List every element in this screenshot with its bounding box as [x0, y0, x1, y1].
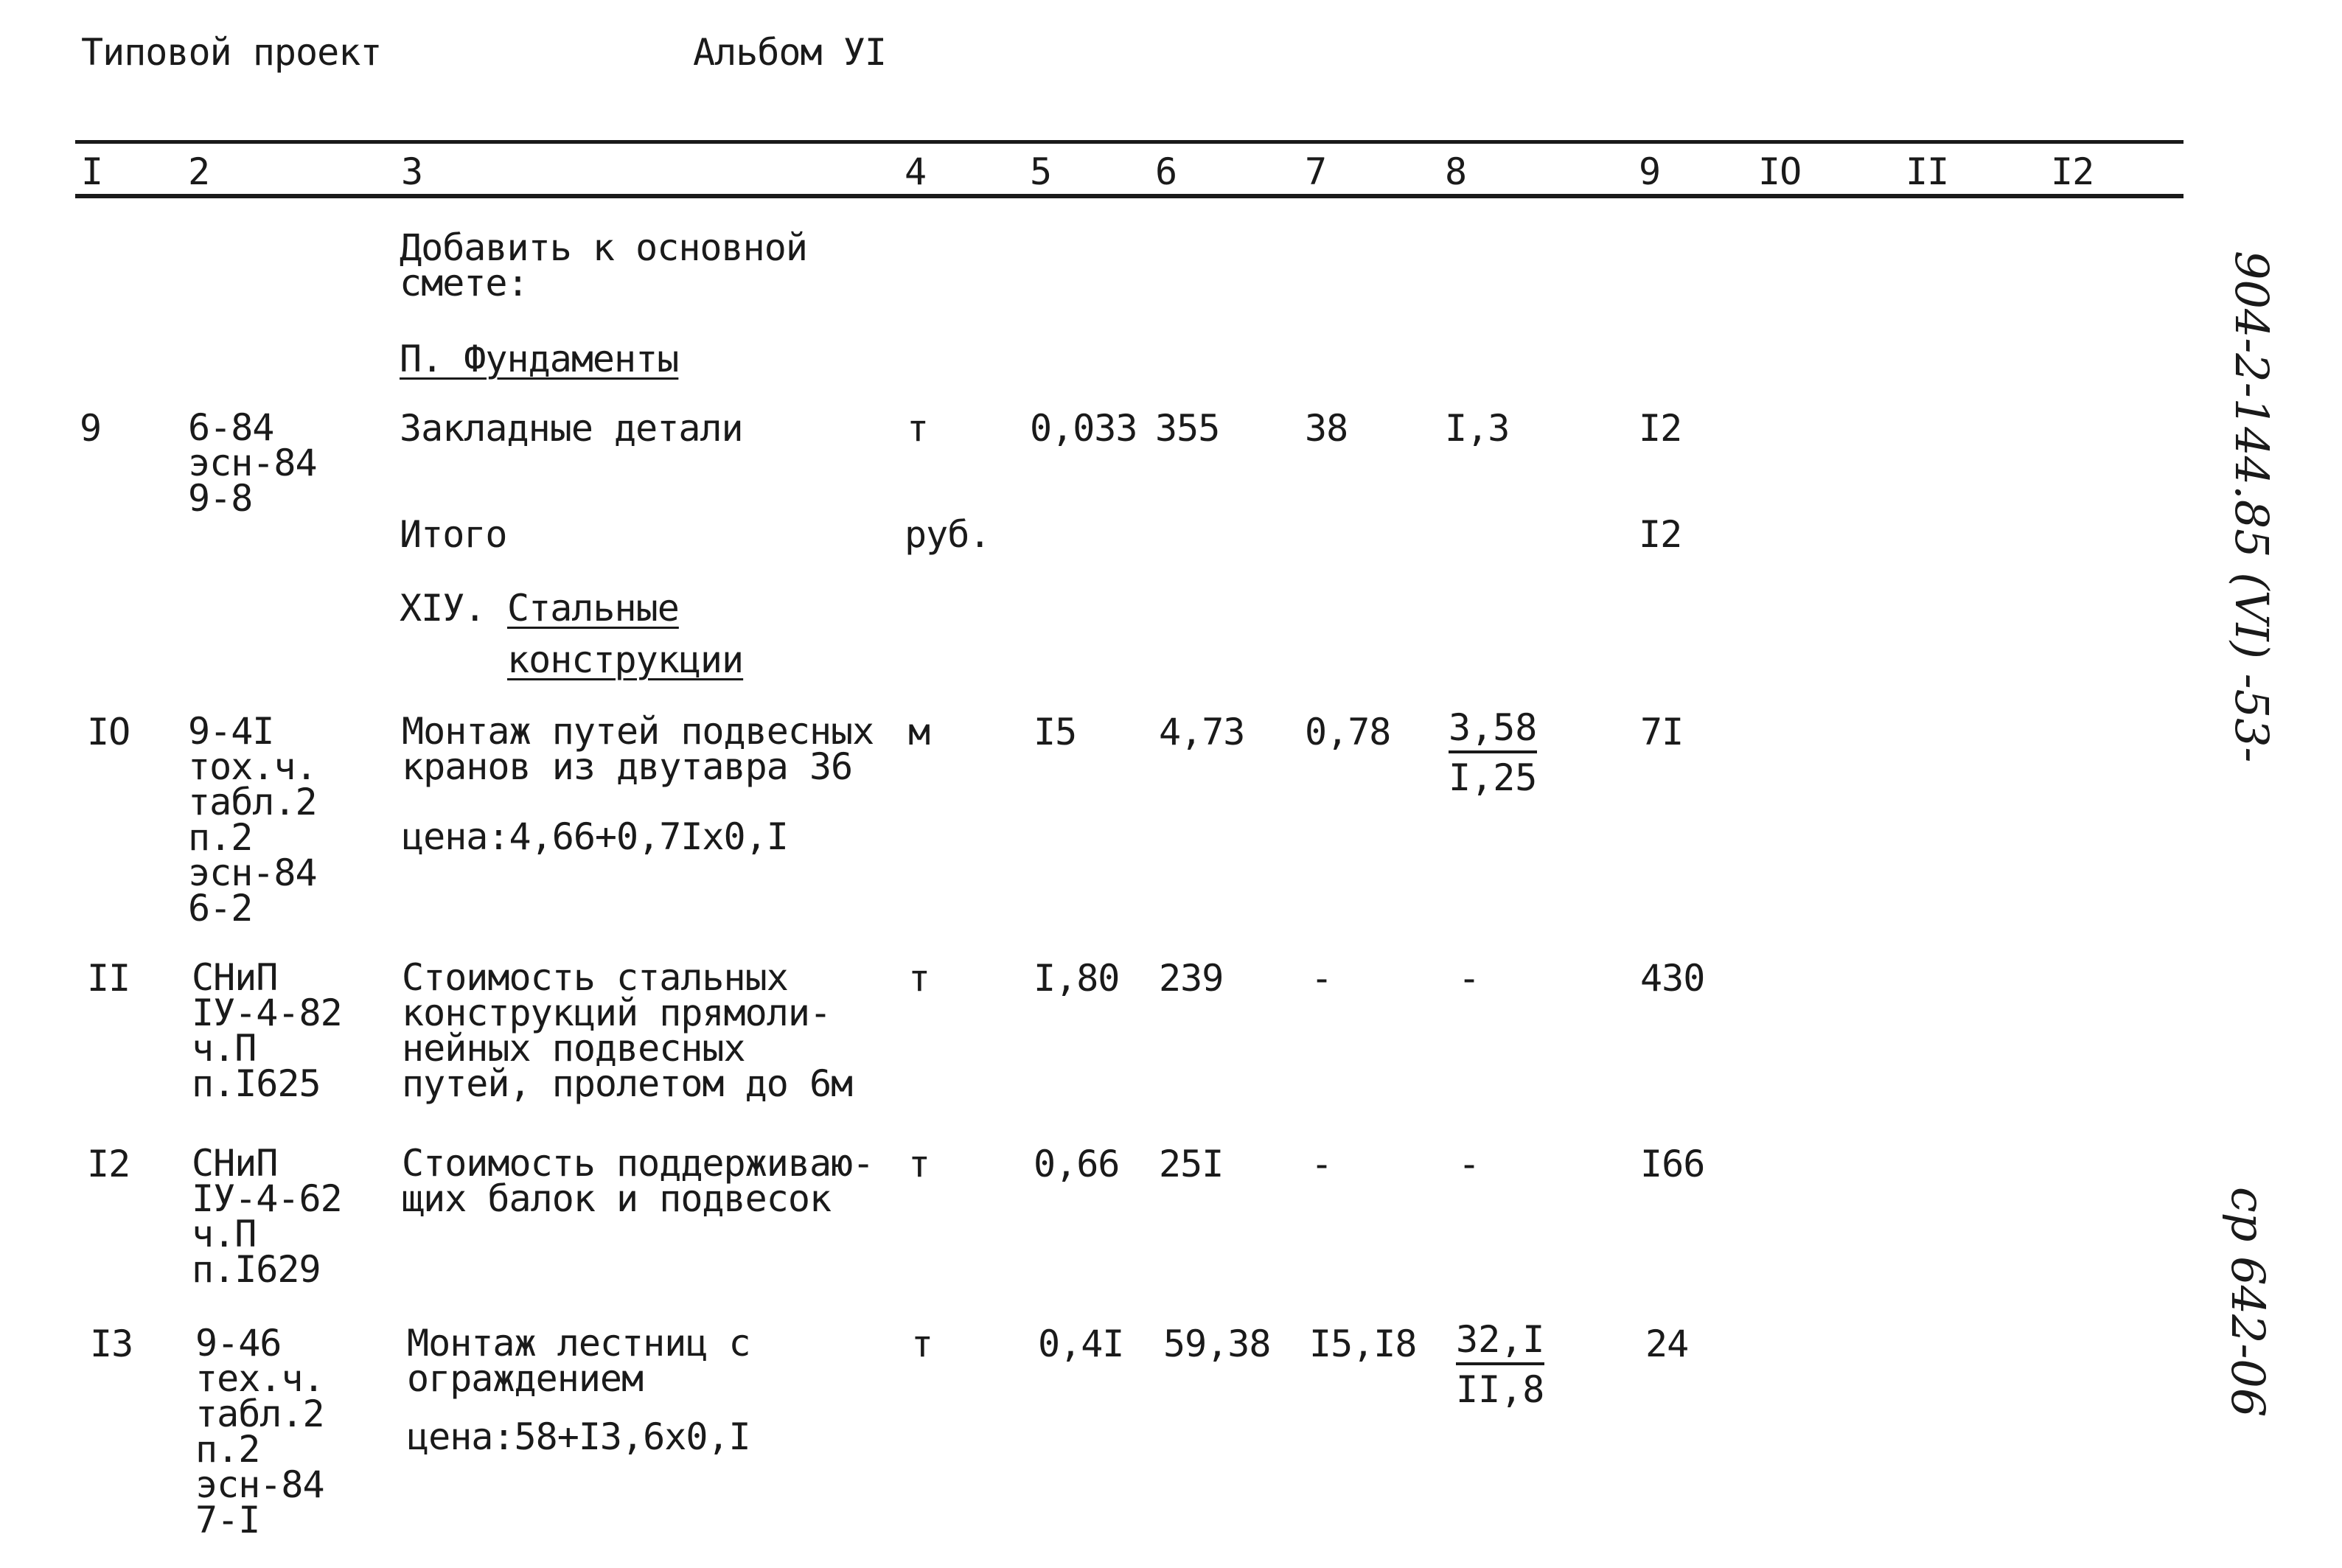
unit-wage: -	[1311, 1143, 1333, 1185]
unit: м	[908, 711, 930, 753]
unit-wage: -	[1311, 957, 1333, 1000]
row-number: 9	[80, 407, 102, 450]
total-wage-fraction	[1449, 706, 1538, 799]
unit-wage: I5,I8	[1309, 1323, 1417, 1365]
unit: т	[908, 1143, 930, 1185]
unit: т	[908, 957, 930, 1000]
section-steel-title-2: конструкции	[507, 638, 744, 681]
table-header-rule	[75, 194, 2184, 198]
total-cost: 24	[1645, 1323, 1689, 1365]
col-2: 2	[188, 150, 210, 193]
unit-price: 59,38	[1163, 1323, 1271, 1365]
total-cost: 7I	[1640, 711, 1684, 753]
total-wage-bottom: II,8	[1456, 1368, 1545, 1411]
total-cost: I66	[1640, 1143, 1705, 1185]
quantity: 0,66	[1034, 1143, 1120, 1185]
subtotal-label: Итого	[400, 513, 507, 556]
margin-note-document-number: 904-2-144.85 (VI) -53-	[2225, 251, 2279, 763]
total-wage: -	[1458, 957, 1480, 1000]
norm-code: СНиП IУ-4-62 ч.П п.I629	[192, 1142, 342, 1291]
intro-text: Добавить к основной смете:	[400, 226, 807, 304]
col-12: I2	[2051, 150, 2094, 193]
norm-code: 9-46 тех.ч. табл.2 п.2 эсн-84 7-I	[195, 1322, 324, 1541]
row-number: I3	[90, 1323, 133, 1365]
work-name: Монтаж лестниц с ограждением	[407, 1322, 750, 1400]
price-note: цена:58+I3,6х0,I	[407, 1415, 750, 1458]
row-number: IO	[87, 711, 130, 753]
total-wage: -	[1458, 1143, 1480, 1185]
col-3: 3	[401, 150, 423, 193]
quantity: I,80	[1034, 957, 1120, 1000]
unit-price: 355	[1155, 407, 1220, 450]
col-5: 5	[1030, 150, 1052, 193]
section-steel-number: XIУ.	[400, 587, 486, 630]
work-name: Закладные детали	[400, 407, 743, 450]
col-4: 4	[905, 150, 927, 193]
work-name: Стоимость поддерживаю- щих балок и подвесок	[402, 1142, 874, 1220]
unit-wage: 38	[1305, 407, 1348, 450]
norm-code: СНиП IУ-4-82 ч.П п.I625	[192, 956, 342, 1105]
unit: т	[907, 407, 929, 450]
total-wage-bottom: I,25	[1449, 756, 1538, 799]
total-wage-top: 3,58	[1449, 709, 1537, 753]
album-label: Альбом УI	[693, 31, 886, 74]
work-name: Стоимость стальных конструкций прямоли- нейных подвесных путей, пролетом до 6м	[402, 956, 853, 1105]
col-7: 7	[1305, 150, 1327, 193]
row-number: II	[87, 957, 130, 1000]
quantity: I5	[1034, 711, 1077, 753]
total-wage-top: 32,I	[1456, 1321, 1544, 1365]
subtotal-value: I2	[1639, 513, 1682, 556]
section-foundations: П. Фундаменты	[400, 338, 679, 380]
col-8: 8	[1445, 150, 1467, 193]
norm-code: 9-4I тох.ч. табл.2 п.2 эсн-84 6-2	[188, 710, 317, 930]
row-number: I2	[87, 1143, 130, 1185]
margin-note-reference: cp 642-06	[2221, 1187, 2275, 1418]
unit-price: 4,73	[1159, 711, 1245, 753]
quantity: 0,4I	[1038, 1323, 1124, 1365]
section-steel-title-1: Стальные	[507, 587, 679, 630]
work-name: Монтаж путей подвесных кранов из двутавра 36	[402, 710, 874, 788]
unit-wage: 0,78	[1305, 711, 1391, 753]
price-note: цена:4,66+0,7Iх0,I	[402, 815, 788, 858]
quantity: 0,033	[1030, 407, 1137, 450]
subtotal-unit: руб.	[905, 513, 991, 556]
col-9: 9	[1639, 150, 1661, 193]
project-type-label: Типовой проект	[81, 31, 382, 74]
total-cost: 430	[1640, 957, 1705, 1000]
total-cost: I2	[1639, 407, 1682, 450]
unit-price: 25I	[1159, 1143, 1224, 1185]
total-wage-fraction	[1456, 1318, 1545, 1411]
col-11: II	[1906, 150, 1949, 193]
col-6: 6	[1155, 150, 1177, 193]
norm-code: 6-84 эсн-84 9-8	[188, 406, 317, 520]
col-10: IO	[1758, 150, 1802, 193]
unit: т	[911, 1323, 933, 1365]
total-wage: I,3	[1445, 407, 1510, 450]
col-1: I	[81, 150, 103, 193]
table-top-rule	[75, 140, 2184, 144]
unit-price: 239	[1159, 957, 1224, 1000]
